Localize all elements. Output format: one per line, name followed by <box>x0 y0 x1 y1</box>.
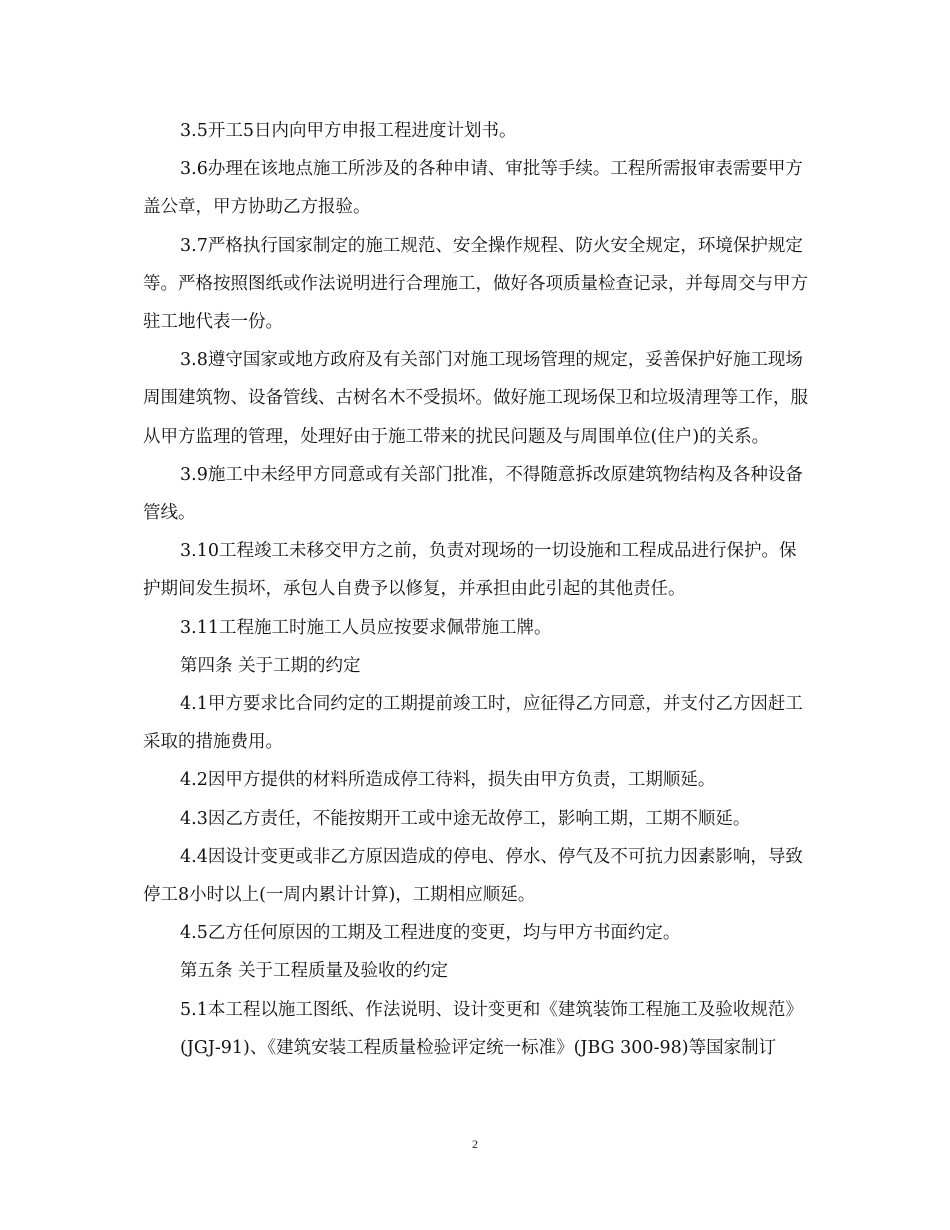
paragraph-3-11: 3.11工程施工时施工人员应按要求佩带施工牌。 <box>180 617 552 638</box>
paragraph-4-3: 4.3因乙方责任，不能按期开工或中途无故停工，影响工期，工期不顺延。 <box>180 808 751 829</box>
paragraph-5-1: 5.1本工程以施工图纸、作法说明、设计变更和《建筑装饰工程施工及验收规范》 <box>180 999 803 1020</box>
paragraph-3-8: 3.8遵守国家或地方政府及有关部门对施工现场管理的规定，妥善保护好施工现场周围建筑物、设备管线、古树名木不受损坏。做好施工现场保卫和垃圾清理等工作，服从甲方监理的管理，处理好由于施工带来的扰民问题及与周围单位(住户)的关系。 <box>143 350 808 447</box>
paragraph-3-7: 3.7严格执行国家制定的施工规范、安全操作规程、防火安全规定，环境保护规定等。严格按照图纸或作法说明进行合理施工，做好各项质量检查记录，并每周交与甲方驻工地代表一份。 <box>143 235 808 333</box>
paragraph-3-10: 3.10工程竣工未移交甲方之前，负责对现场的一切设施和工程成品进行保护。保护期间发生损坏，承包人自费予以修复，并承担由此引起的其他责任。 <box>143 541 797 600</box>
paragraph-3-6: 3.6办理在该地点施工所涉及的各种申请、审批等手续。工程所需报审表需要甲方盖公章，甲方协助乙方报验。 <box>143 159 803 218</box>
article-5-heading: 第五条 关于工程质量及验收的约定 <box>180 961 449 982</box>
paragraph-4-2: 4.2因甲方提供的材料所造成停工待料，损失由甲方负责，工期顺延。 <box>180 770 716 791</box>
paragraph-4-5: 4.5乙方任何原因的工期及工程进度的变更，均与甲方书面约定。 <box>180 923 681 944</box>
article-4-heading: 第四条 关于工期的约定 <box>180 655 361 676</box>
paragraph-3-9: 3.9施工中未经甲方同意或有关部门批准，不得随意拆改原建筑物结构及各种设备管线。 <box>143 464 803 524</box>
paragraph-4-4: 4.4因设计变更或非乙方原因造成的停电、停水、停气及不可抗力因素影响，导致停工8小时以上(一周内累计计算)，工期相应顺延。 <box>143 846 803 906</box>
paragraph-5-1-continued: (JGJ-91)、《建筑安装工程质量检验评定统一标准》(JBG 300-98)等国家制订 <box>180 1037 777 1058</box>
paragraph-4-1: 4.1甲方要求比合同约定的工期提前竣工时，应征得乙方同意，并支付乙方因赶工采取的措施费用。 <box>143 694 803 753</box>
paragraph-3-5: 3.5开工5日内向甲方申报工程进度计划书。 <box>180 121 517 141</box>
page-number: 2 <box>472 1137 478 1151</box>
body-text <box>143 112 808 1067</box>
